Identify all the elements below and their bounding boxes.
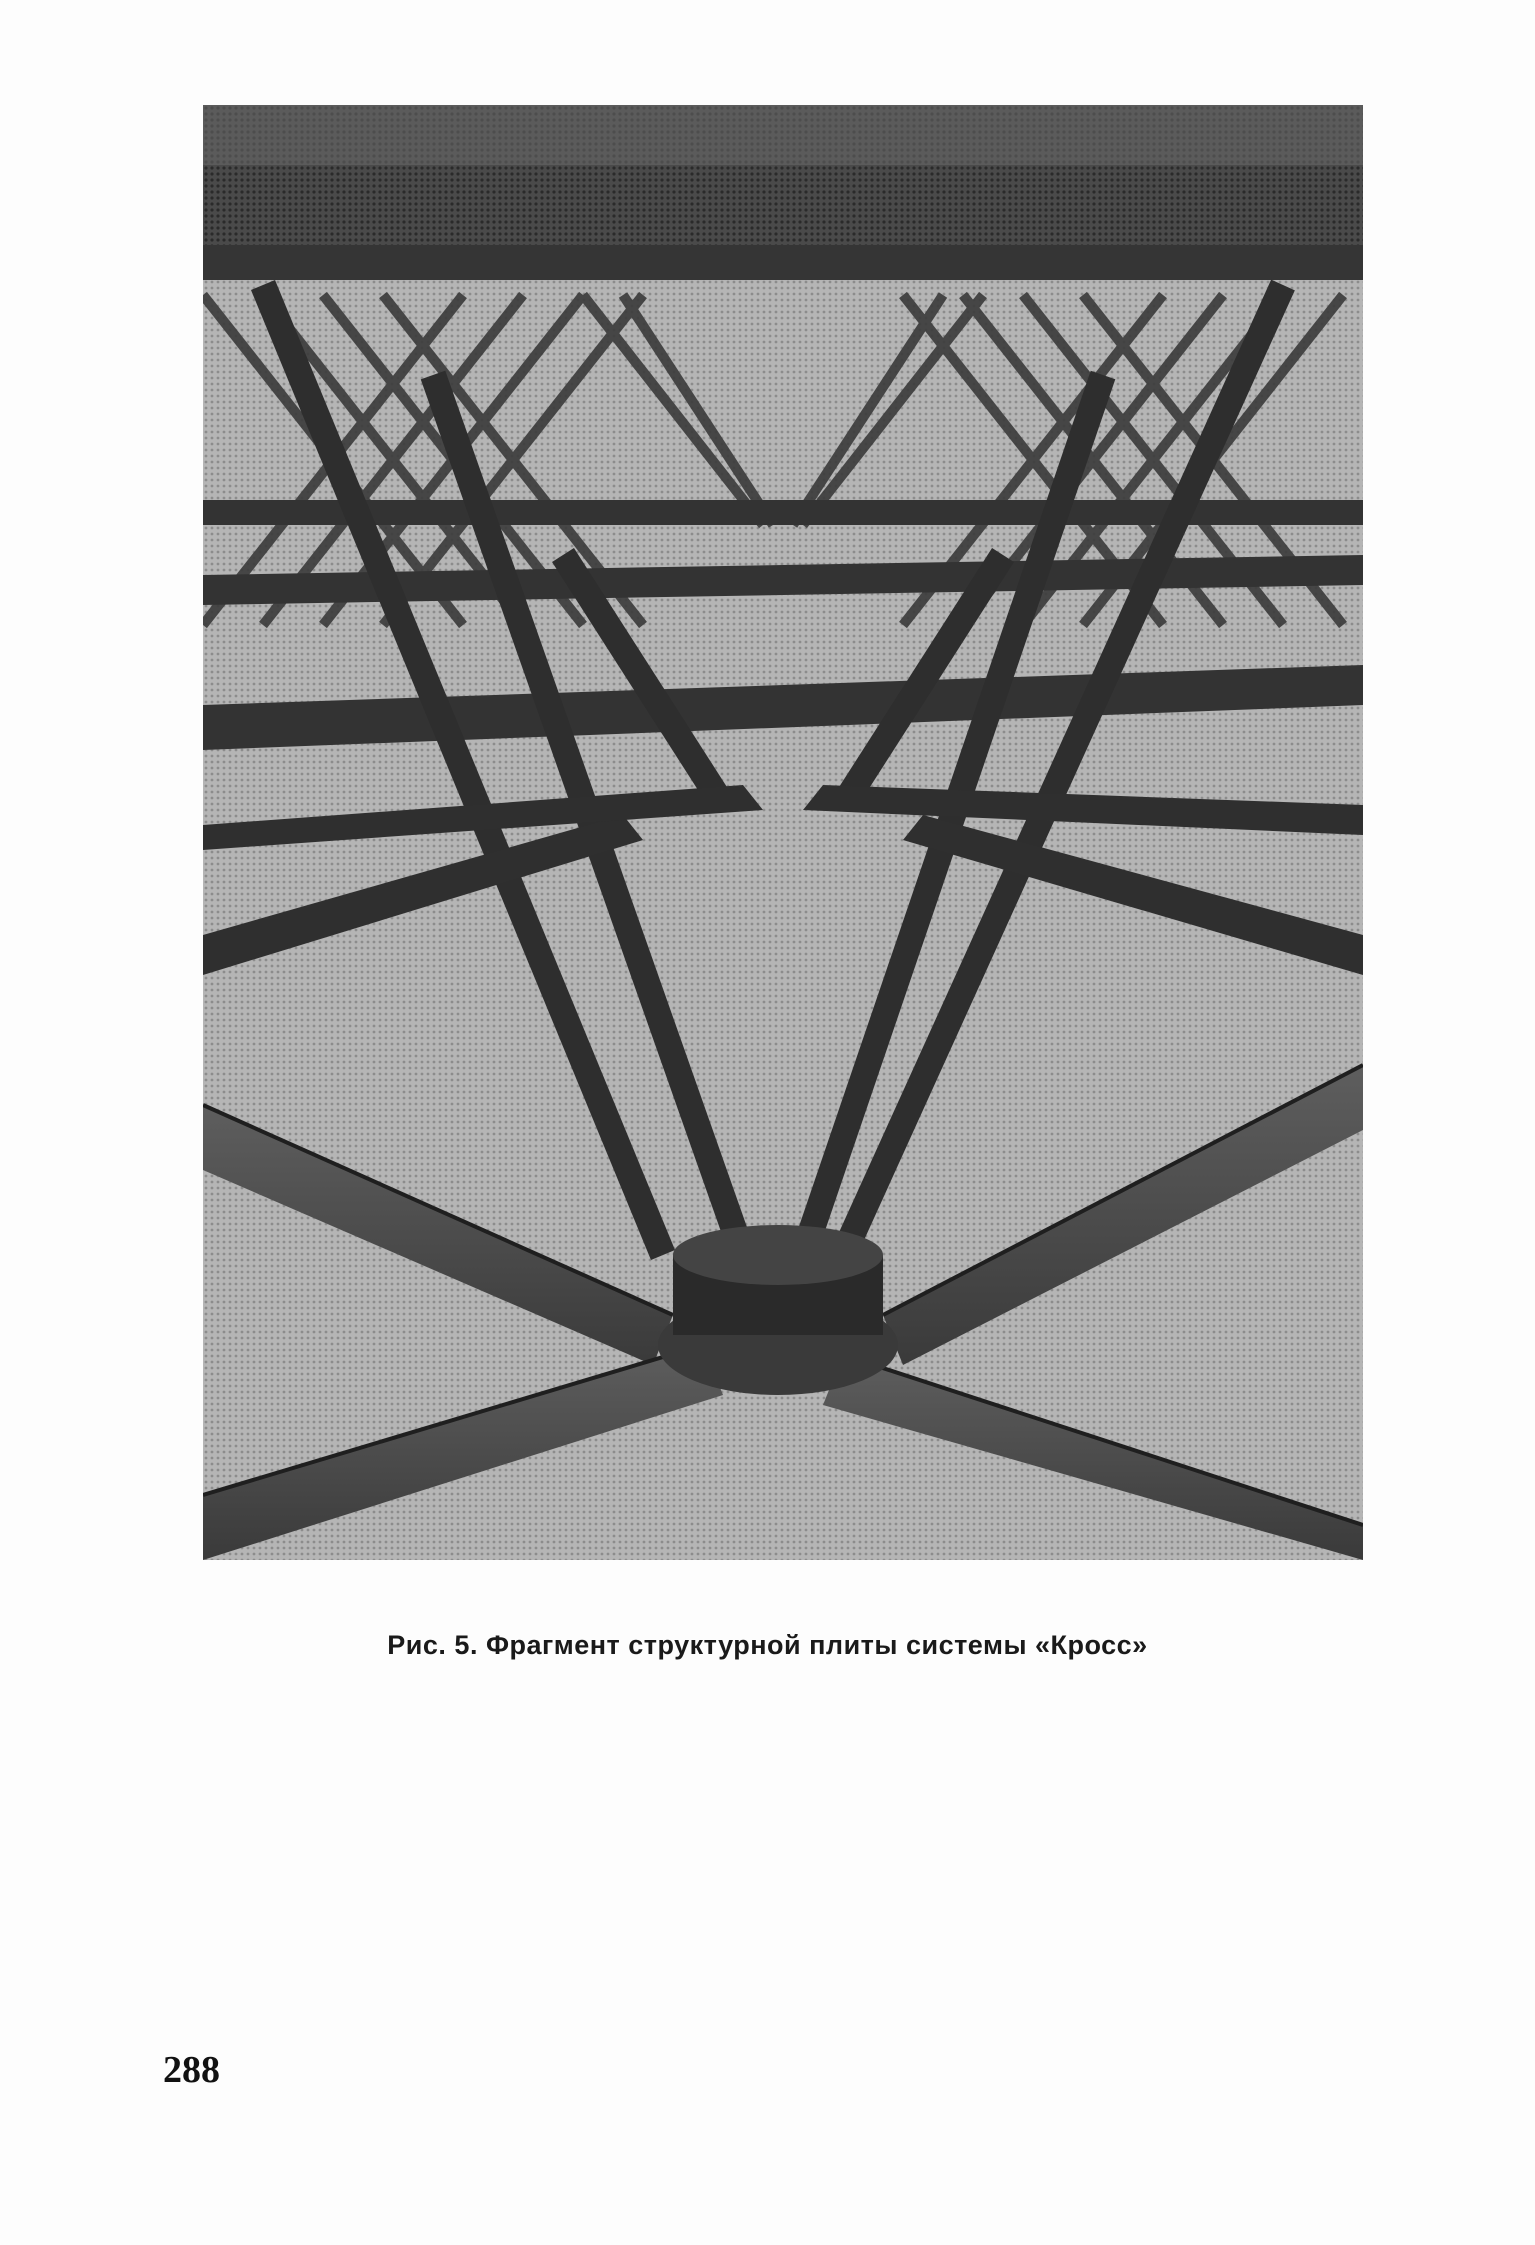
page-number: 288 (163, 2049, 220, 2091)
figure-caption: Рис. 5. Фрагмент структурной плиты системы «Кросс» (387, 1630, 1148, 1660)
space-frame-illustration (203, 105, 1363, 1560)
structural-frame-photo (203, 105, 1363, 1560)
